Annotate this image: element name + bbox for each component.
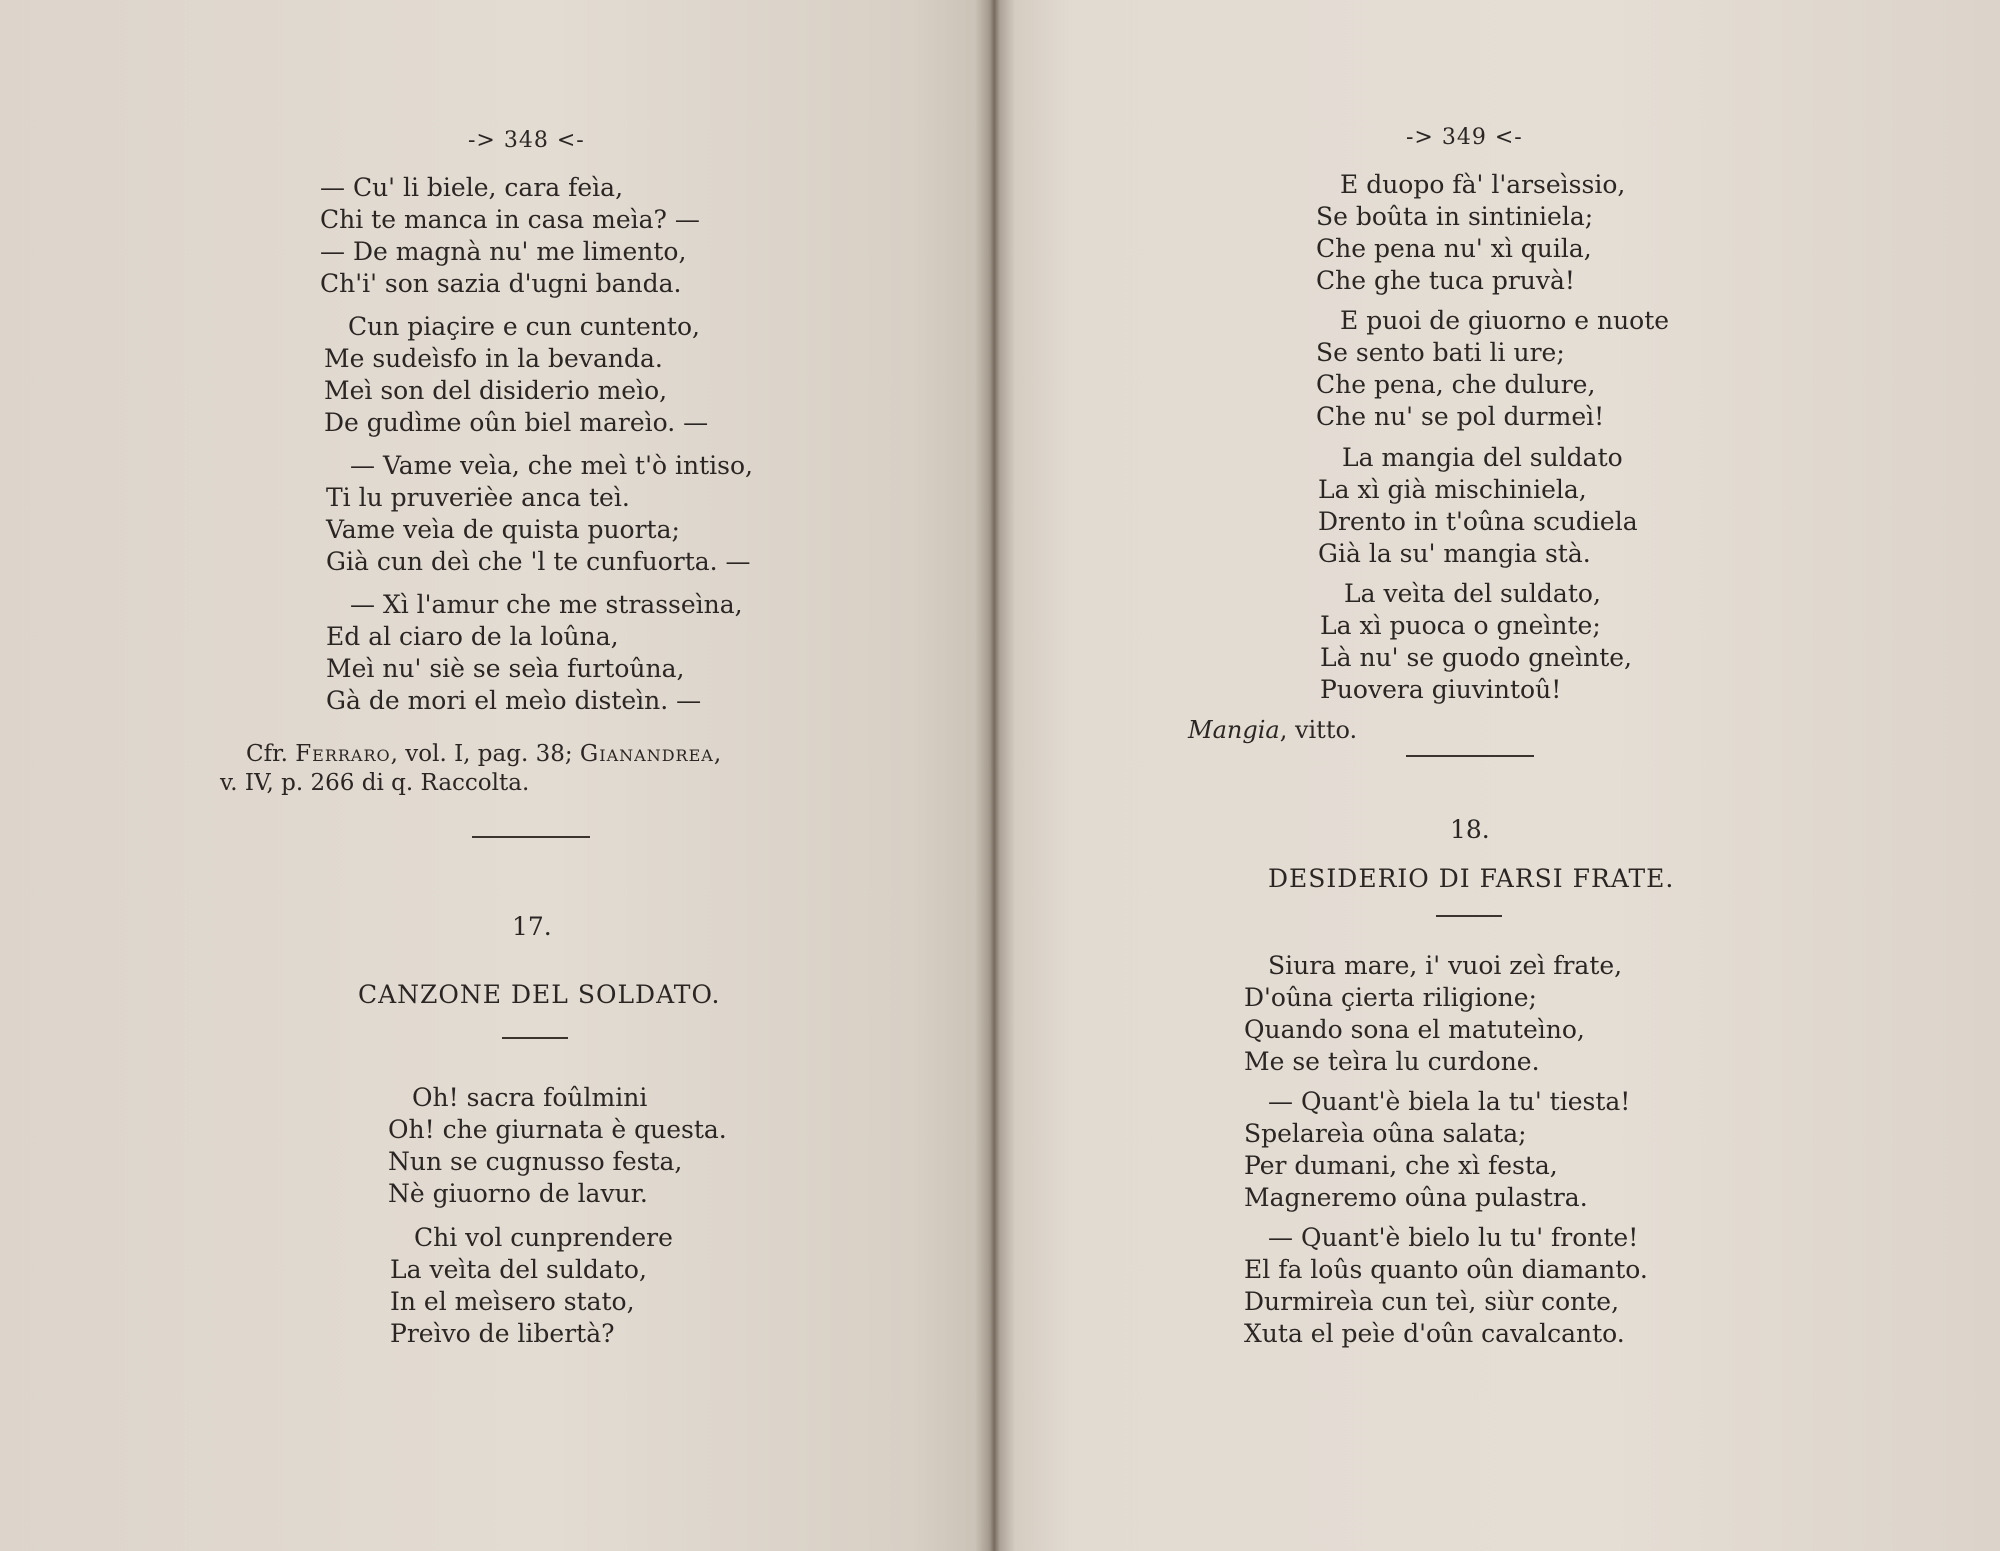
verse-line: Là nu' se guodo gneìnte, (1320, 643, 1632, 672)
verse-line: E duopo fà' l'arseìssio, (1340, 170, 1626, 199)
verse-line: Chi te manca in casa meìa? — (320, 205, 700, 234)
verse-line: — Vame veìa, che meì t'ò intiso, (350, 451, 753, 480)
left-stanza-1 (320, 172, 700, 300)
verse-line: Vame veìa de quista puorta; (326, 515, 680, 544)
section-divider (472, 836, 590, 838)
book-gutter (975, 0, 1015, 1551)
left-stanza-3 (326, 450, 753, 578)
verse-line: — Quant'è bielo lu tu' fronte! (1268, 1223, 1639, 1252)
verse-line: Cun piaçire e cun cuntento, (348, 312, 700, 341)
verse-line: In el meìsero stato, (390, 1287, 635, 1316)
left-stanza-2 (324, 311, 708, 439)
left-page-number: -> 348 <- (468, 128, 585, 153)
title-divider (1436, 915, 1502, 917)
title-divider (502, 1037, 568, 1039)
citation-reference: , (713, 741, 722, 767)
verse-line: Gà de mori el meìo disteìn. — (326, 686, 702, 715)
song-18-stanza-3 (1244, 1222, 1648, 1350)
verse-line: Meì nu' siè se seìa furtoûna, (326, 654, 685, 683)
verse-line: Se sento bati li ure; (1316, 338, 1565, 367)
gloss-note (1188, 716, 1357, 744)
citation-line-1 (246, 740, 721, 769)
citation-line-2: v. IV, p. 266 di q. Raccolta. (220, 770, 530, 796)
verse-line: — Xì l'amur che me strasseìna, (350, 590, 743, 619)
verse-line: Che nu' se pol durmeì! (1316, 402, 1605, 431)
verse-line: De gudìme oûn biel mareìo. — (324, 408, 709, 437)
verse-line: Nun se cugnusso festa, (388, 1147, 683, 1176)
verse-line: La veìta del suldato, (390, 1255, 647, 1284)
verse-line: Già cun deì che 'l te cunfuorta. — (326, 547, 751, 576)
citation-prefix: Cfr. (246, 741, 288, 767)
verse-line: Per dumani, che xì festa, (1244, 1151, 1558, 1180)
right-stanza-2 (1316, 305, 1669, 433)
verse-line: Meì son del disiderio meìo, (324, 376, 668, 405)
verse-line: Puovera giuvintoû! (1320, 675, 1562, 704)
verse-line: Oh! sacra foûlmini (412, 1083, 648, 1112)
verse-line: El fa loûs quanto oûn diamanto. (1244, 1255, 1648, 1284)
citation-reference: , vol. I, pag. 38; (390, 741, 573, 767)
verse-line: Durmireìa cun teì, siùr conte, (1244, 1287, 1620, 1316)
verse-line: Ti lu pruverièe anca teì. (326, 483, 630, 512)
verse-line: Me sudeìsfo in la bevanda. (324, 344, 663, 373)
left-stanza-4 (326, 589, 743, 717)
citation-author: Ferraro (295, 741, 391, 767)
verse-line: Spelareìa oûna salata; (1244, 1119, 1527, 1148)
song-17-stanza-1 (388, 1082, 727, 1210)
verse-line: Quando sona el matuteìno, (1244, 1015, 1585, 1044)
gloss-definition: , vitto. (1279, 716, 1358, 744)
verse-line: Che pena, che dulure, (1316, 370, 1596, 399)
verse-line: Già la su' mangia stà. (1318, 539, 1591, 568)
song-number: 17. (512, 912, 552, 941)
verse-line: Preìvo de libertà? (390, 1319, 615, 1348)
right-page-number: -> 349 <- (1406, 125, 1523, 150)
verse-line: Oh! che giurnata è questa. (388, 1115, 727, 1144)
verse-line: Ch'i' son sazia d'ugni banda. (320, 269, 682, 298)
verse-line: Chi vol cunprendere (414, 1223, 673, 1252)
song-title: DESIDERIO DI FARSI FRATE. (1268, 864, 1675, 893)
song-17-stanza-2 (390, 1222, 673, 1350)
verse-line: E puoi de giuorno e nuote (1340, 306, 1670, 335)
gloss-term: Mangia (1188, 716, 1280, 744)
song-18-stanza-2 (1244, 1086, 1630, 1214)
verse-line: Me se teìra lu curdone. (1244, 1047, 1540, 1076)
verse-line: Nè giuorno de lavur. (388, 1179, 648, 1208)
verse-line: La mangia del suldato (1342, 443, 1623, 472)
song-18-stanza-1 (1244, 950, 1622, 1078)
song-title: CANZONE DEL SOLDATO. (358, 980, 721, 1009)
section-divider (1406, 755, 1534, 757)
verse-line: La xì puoca o gneìnte; (1320, 611, 1601, 640)
verse-line: — Cu' li biele, cara feìa, (320, 173, 624, 202)
verse-line: Magneremo oûna pulastra. (1244, 1183, 1588, 1212)
verse-line: Se boûta in sintiniela; (1316, 202, 1594, 231)
verse-line: Ed al ciaro de la loûna, (326, 622, 619, 651)
right-stanza-3 (1318, 442, 1638, 570)
song-number: 18. (1450, 815, 1490, 844)
verse-line: Che ghe tuca pruvà! (1316, 266, 1575, 295)
verse-line: — De magnà nu' me limento, (320, 237, 687, 266)
verse-line: La xì già mischiniela, (1318, 475, 1587, 504)
right-stanza-1 (1316, 169, 1625, 297)
verse-line: — Quant'è biela la tu' tiesta! (1268, 1087, 1631, 1116)
verse-line: Siura mare, i' vuoi zeì frate, (1268, 951, 1623, 980)
verse-line: Drento in t'oûna scudiela (1318, 507, 1638, 536)
verse-line: D'oûna çierta riligione; (1244, 983, 1537, 1012)
right-stanza-4 (1320, 578, 1632, 706)
verse-line: Xuta el peìe d'oûn cavalcanto. (1244, 1319, 1625, 1348)
verse-line: La veìta del suldato, (1344, 579, 1601, 608)
citation-author: Gianandrea (579, 741, 714, 767)
verse-line: Che pena nu' xì quila, (1316, 234, 1592, 263)
